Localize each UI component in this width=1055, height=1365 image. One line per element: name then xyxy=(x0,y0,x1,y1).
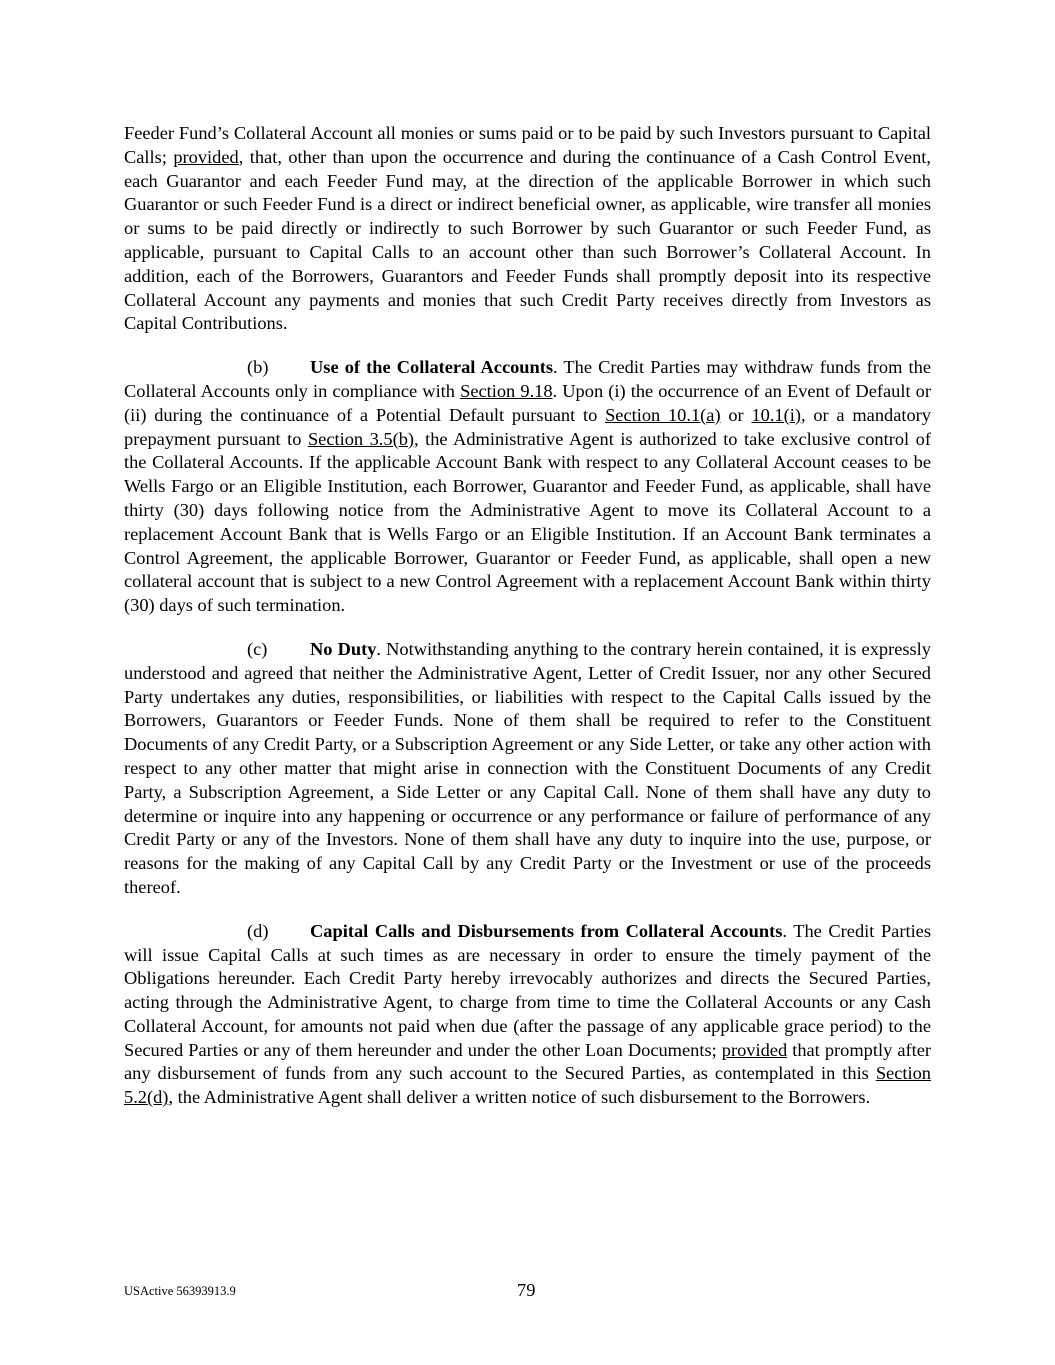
paragraph-b-text-1: . The Credit Parties may withdraw funds from the Collateral Accounts only in compliance with xyxy=(124,357,931,401)
section-reference: Section 10.1(a) xyxy=(605,404,721,425)
paragraph-b-text-3: or xyxy=(720,404,752,425)
paragraph-a-continuation xyxy=(124,122,931,336)
paragraph-c-heading: No Duty xyxy=(310,638,377,659)
section-reference: Section 3.5(b) xyxy=(307,428,415,449)
paragraph-c-text-1: . Notwithstanding anything to the contrary herein contained, it is expressly understood and agreed that neither the Administrative Agent, Letter of Credit Issuer, nor any other Secured Party undertakes any duties, responsibilities, or liabilities with respect to the Capital Calls issued by the Borrowers, Guarantors or Feeder Funds. None of them shall be required to refer to the Constituent Documents of any Credit Party, or a Subscription Agreement or any Side Letter, or take any other action with respect to any other matter that might arise in connection with the Constituent Documents of any Credit Party, a Subscription Agreement, a Side Letter or any Capital Call. None of them shall have any duty to determine or inquire into any happening or occurrence or any performance or failure of performance of any Credit Party or any of the Investors. None of them shall have any duty to inquire into the use, purpose, or reasons for the making of any Capital Call by any Credit Party or the Investment or use of the proceeds thereof. xyxy=(124,638,931,897)
paragraph-b-text-4: , or a mandatory prepayment pursuant to xyxy=(124,404,931,449)
paragraph-d xyxy=(124,920,931,1110)
paragraph-b-label: (b) xyxy=(247,357,269,378)
provided-term: provided xyxy=(721,1039,788,1060)
paragraph-c-label: (c) xyxy=(247,638,268,659)
paragraph-c xyxy=(124,638,931,900)
paragraph-d-text-1: . The Credit Parties will issue Capital Calls at such times as are necessary in order to ensure the timely payment of the Obligations hereunder. Each Credit Party hereby irrevocably authorizes and directs the Secured Parties, acting through the Administrative Agent, to charge from time to time the Collateral Accounts or any Cash Collateral Account, for amounts not paid when due (after the passage of any applicable grace period) to the Secured Parties or any of them hereunder and under the other Loan Documents; xyxy=(124,920,932,1060)
paragraph-d-label: (d) xyxy=(247,920,269,941)
section-reference: Section 5.2(d) xyxy=(124,1063,931,1108)
section-reference: Section 9.18 xyxy=(460,380,553,401)
paragraph-d-text-3: , the Administrative Agent shall deliver a written notice of such disbursement to the Borrowers. xyxy=(168,1087,871,1108)
paragraph-a-text-2: , that, other than upon the occurrence and during the continuance of a Cash Control Event, each Guarantor and each Feeder Fund may, at the direction of the applicable Borrower in which such Guarantor or such Feeder Fund is a direct or indirect beneficial owner, as applicable, wire transfer all monies or sums to be paid directly or indirectly to such Borrower by such Guarantor or such Feeder Fund, as applicable, pursuant to Capital Calls to an account other than such Borrower’s Collateral Account. In addition, each of the Borrowers, Guarantors and Feeder Funds shall promptly deposit into its respective Collateral Account any payments and monies that such Credit Party receives directly from Investors as Capital Contributions. xyxy=(124,146,932,334)
paragraph-d-text-2: that promptly after any disbursement of funds from any such account to the Secured Parties, as contemplated in this xyxy=(124,1039,931,1084)
paragraph-b-text-2: . Upon (i) the occurrence of an Event of Default or (ii) during the continuance of a Potential Default pursuant to xyxy=(124,380,931,425)
paragraph-a-text-1: Feeder Fund’s Collateral Account all monies or sums paid or to be paid by such Investors pursuant to Capital Calls; xyxy=(124,123,931,167)
paragraph-b-text-5: , the Administrative Agent is authorized to take exclusive control of the Collateral Accounts. If the applicable Account Bank with respect to any Collateral Account ceases to be Wells Fargo or an Eligible Institution, each Borrower, Guarantor and Feeder Fund, as applicable, shall have thirty (30) days following notice from the Administrative Agent to move its Collateral Account to a replacement Account Bank that is Wells Fargo or an Eligible Institution. If an Account Bank terminates a Control Agreement, the applicable Borrower, Guarantor or Feeder Fund, as applicable, shall open a new collateral account that is subject to a new Control Agreement with a replacement Account Bank within thirty (30) days of such termination. xyxy=(124,428,931,616)
provided-term: provided xyxy=(173,146,239,167)
document-id: USActive 56393913.9 xyxy=(124,1284,236,1298)
paragraph-b-heading: Use of the Collateral Accounts xyxy=(310,357,554,378)
document-page xyxy=(124,122,931,1110)
paragraph-d-heading: Capital Calls and Disbursements from Collateral Accounts xyxy=(310,920,783,941)
section-reference: 10.1(i) xyxy=(751,404,801,425)
page-number: 79 xyxy=(517,1280,536,1300)
paragraph-b xyxy=(124,356,931,618)
